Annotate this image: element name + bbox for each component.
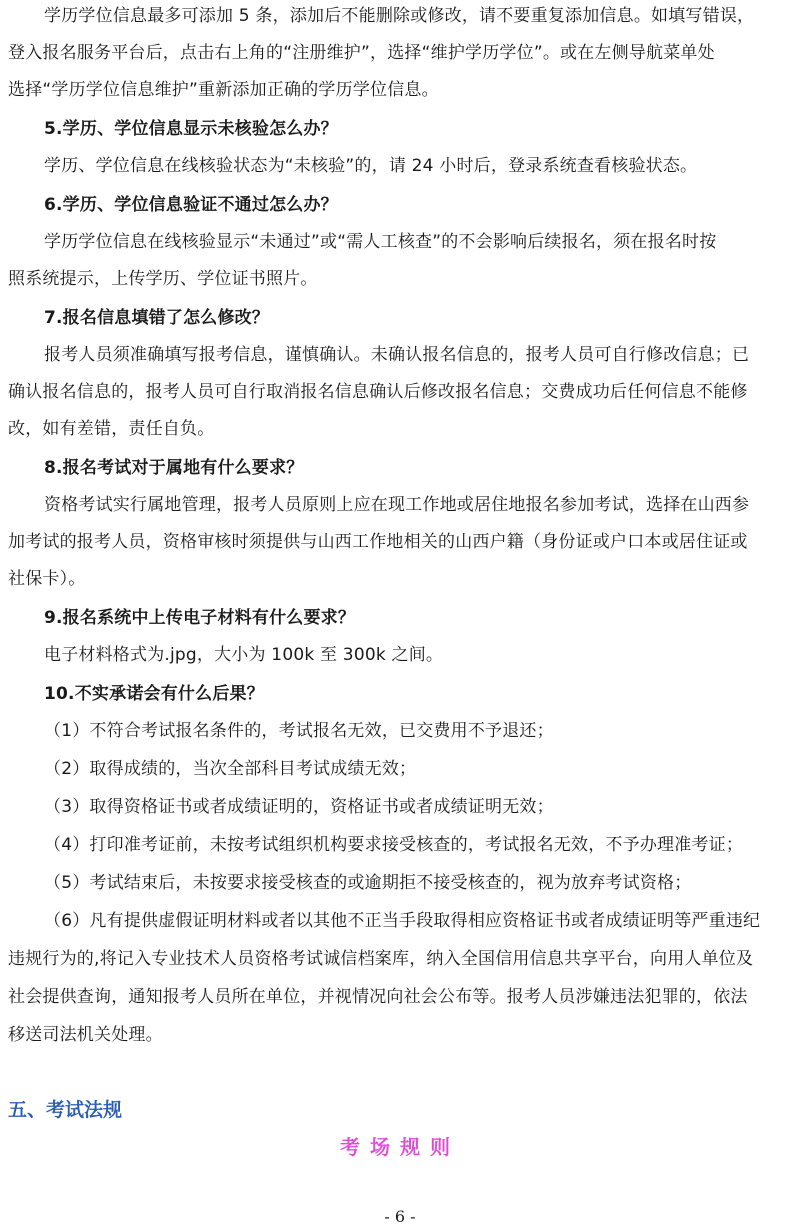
faq-answer-10-item-6-line-2: 违规行为的,将记入专业技术人员资格考试诚信档案库，纳入全国信用信息共享平台，向用人单位及 (8, 949, 754, 969)
faq-answer-10-item-6-line-1: （6）凡有提供虚假证明材料或者以其他不正当手段取得相应资格证书或者成绩证明等严重违纪 (44, 911, 761, 931)
faq-answer-9-line-1: 电子材料格式为.jpg，大小为 100k 至 300k 之间。 (44, 645, 444, 665)
faq-question-9: 9.报名系统中上传电子材料有什么要求？ (44, 608, 356, 628)
page-number: - 6 - (384, 1207, 416, 1226)
faq-answer-10-item-4: （4）打印准考证前，未按考试组织机构要求接受核查的，考试报名无效，不予办理准考证； (44, 835, 744, 855)
intro-line-1: 学历学位信息最多可添加 5 条，添加后不能删除或修改，请不要重复添加信息。如填写错误， (44, 6, 755, 26)
intro-line-2: 登入报名服务平台后，点击右上角的“注册维护”，选择“维护学历学位”。或在左侧导航菜单处 (8, 43, 715, 63)
faq-question-10: 10.不实承诺会有什么后果？ (44, 684, 264, 704)
faq-answer-8-line-3: 社保卡）。 (8, 569, 86, 589)
intro-line-3: 选择“学历学位信息维护”重新添加正确的学历学位信息。 (8, 80, 439, 100)
faq-answer-10-item-6-line-3: 社会提供查询，通知报考人员所在单位，并视情况向社会公布等。报考人员涉嫌违法犯罪的，依法 (8, 987, 748, 1007)
faq-answer-7-line-1: 报考人员须准确填写报考信息，谨慎确认。未确认报名信息的，报考人员可自行修改信息；已 (44, 345, 750, 365)
faq-answer-7-line-2: 确认报名信息的，报考人员可自行取消报名信息确认后修改报名信息；交费成功后任何信息不能修 (8, 382, 748, 402)
faq-question-5: 5.学历、学位信息显示未核验怎么办？ (44, 119, 338, 139)
faq-question-6: 6.学历、学位信息验证不通过怎么办？ (44, 195, 338, 215)
faq-answer-10-item-3: （3）取得资格证书或者成绩证明的，资格证书或者成绩证明无效； (44, 797, 554, 817)
section-title: 五、考试法规 (8, 1099, 123, 1121)
faq-answer-6-line-1: 学历学位信息在线核验显示“未通过”或“需人工核查”的不会影响后续报名，须在报名时按 (44, 232, 717, 252)
faq-answer-6-line-2: 照系统提示，上传学历、学位证书照片。 (8, 269, 318, 289)
faq-question-8: 8.报名考试对于属地有什么要求？ (44, 458, 304, 478)
faq-answer-8-line-1: 资格考试实行属地管理，报考人员原则上应在现工作地或居住地报名参加考试，选择在山西参 (44, 495, 750, 515)
subtitle-exam-rules: 考场规则 (340, 1135, 460, 1159)
faq-answer-10-item-2: （2）取得成绩的，当次全部科目考试成绩无效； (44, 759, 417, 779)
faq-answer-5-line-1: 学历、学位信息在线核验状态为“未核验”的，请 24 小时后，登录系统查看核验状态。 (44, 156, 698, 176)
faq-question-7: 7.报名信息填错了怎么修改？ (44, 308, 270, 328)
faq-answer-10-item-6-line-4: 移送司法机关处理。 (8, 1025, 163, 1045)
faq-answer-7-line-3: 改，如有差错，责任自负。 (8, 419, 215, 439)
faq-answer-8-line-2: 加考试的报考人员，资格审核时须提供与山西工作地相关的山西户籍（身份证或户口本或居住证或 (8, 532, 748, 552)
faq-answer-10-item-5: （5）考试结束后，未按要求接受核查的或逾期拒不接受核查的，视为放弃考试资格； (44, 873, 692, 893)
faq-answer-10-item-1: （1）不符合考试报名条件的，考试报名无效，已交费用不予退还； (44, 721, 554, 741)
